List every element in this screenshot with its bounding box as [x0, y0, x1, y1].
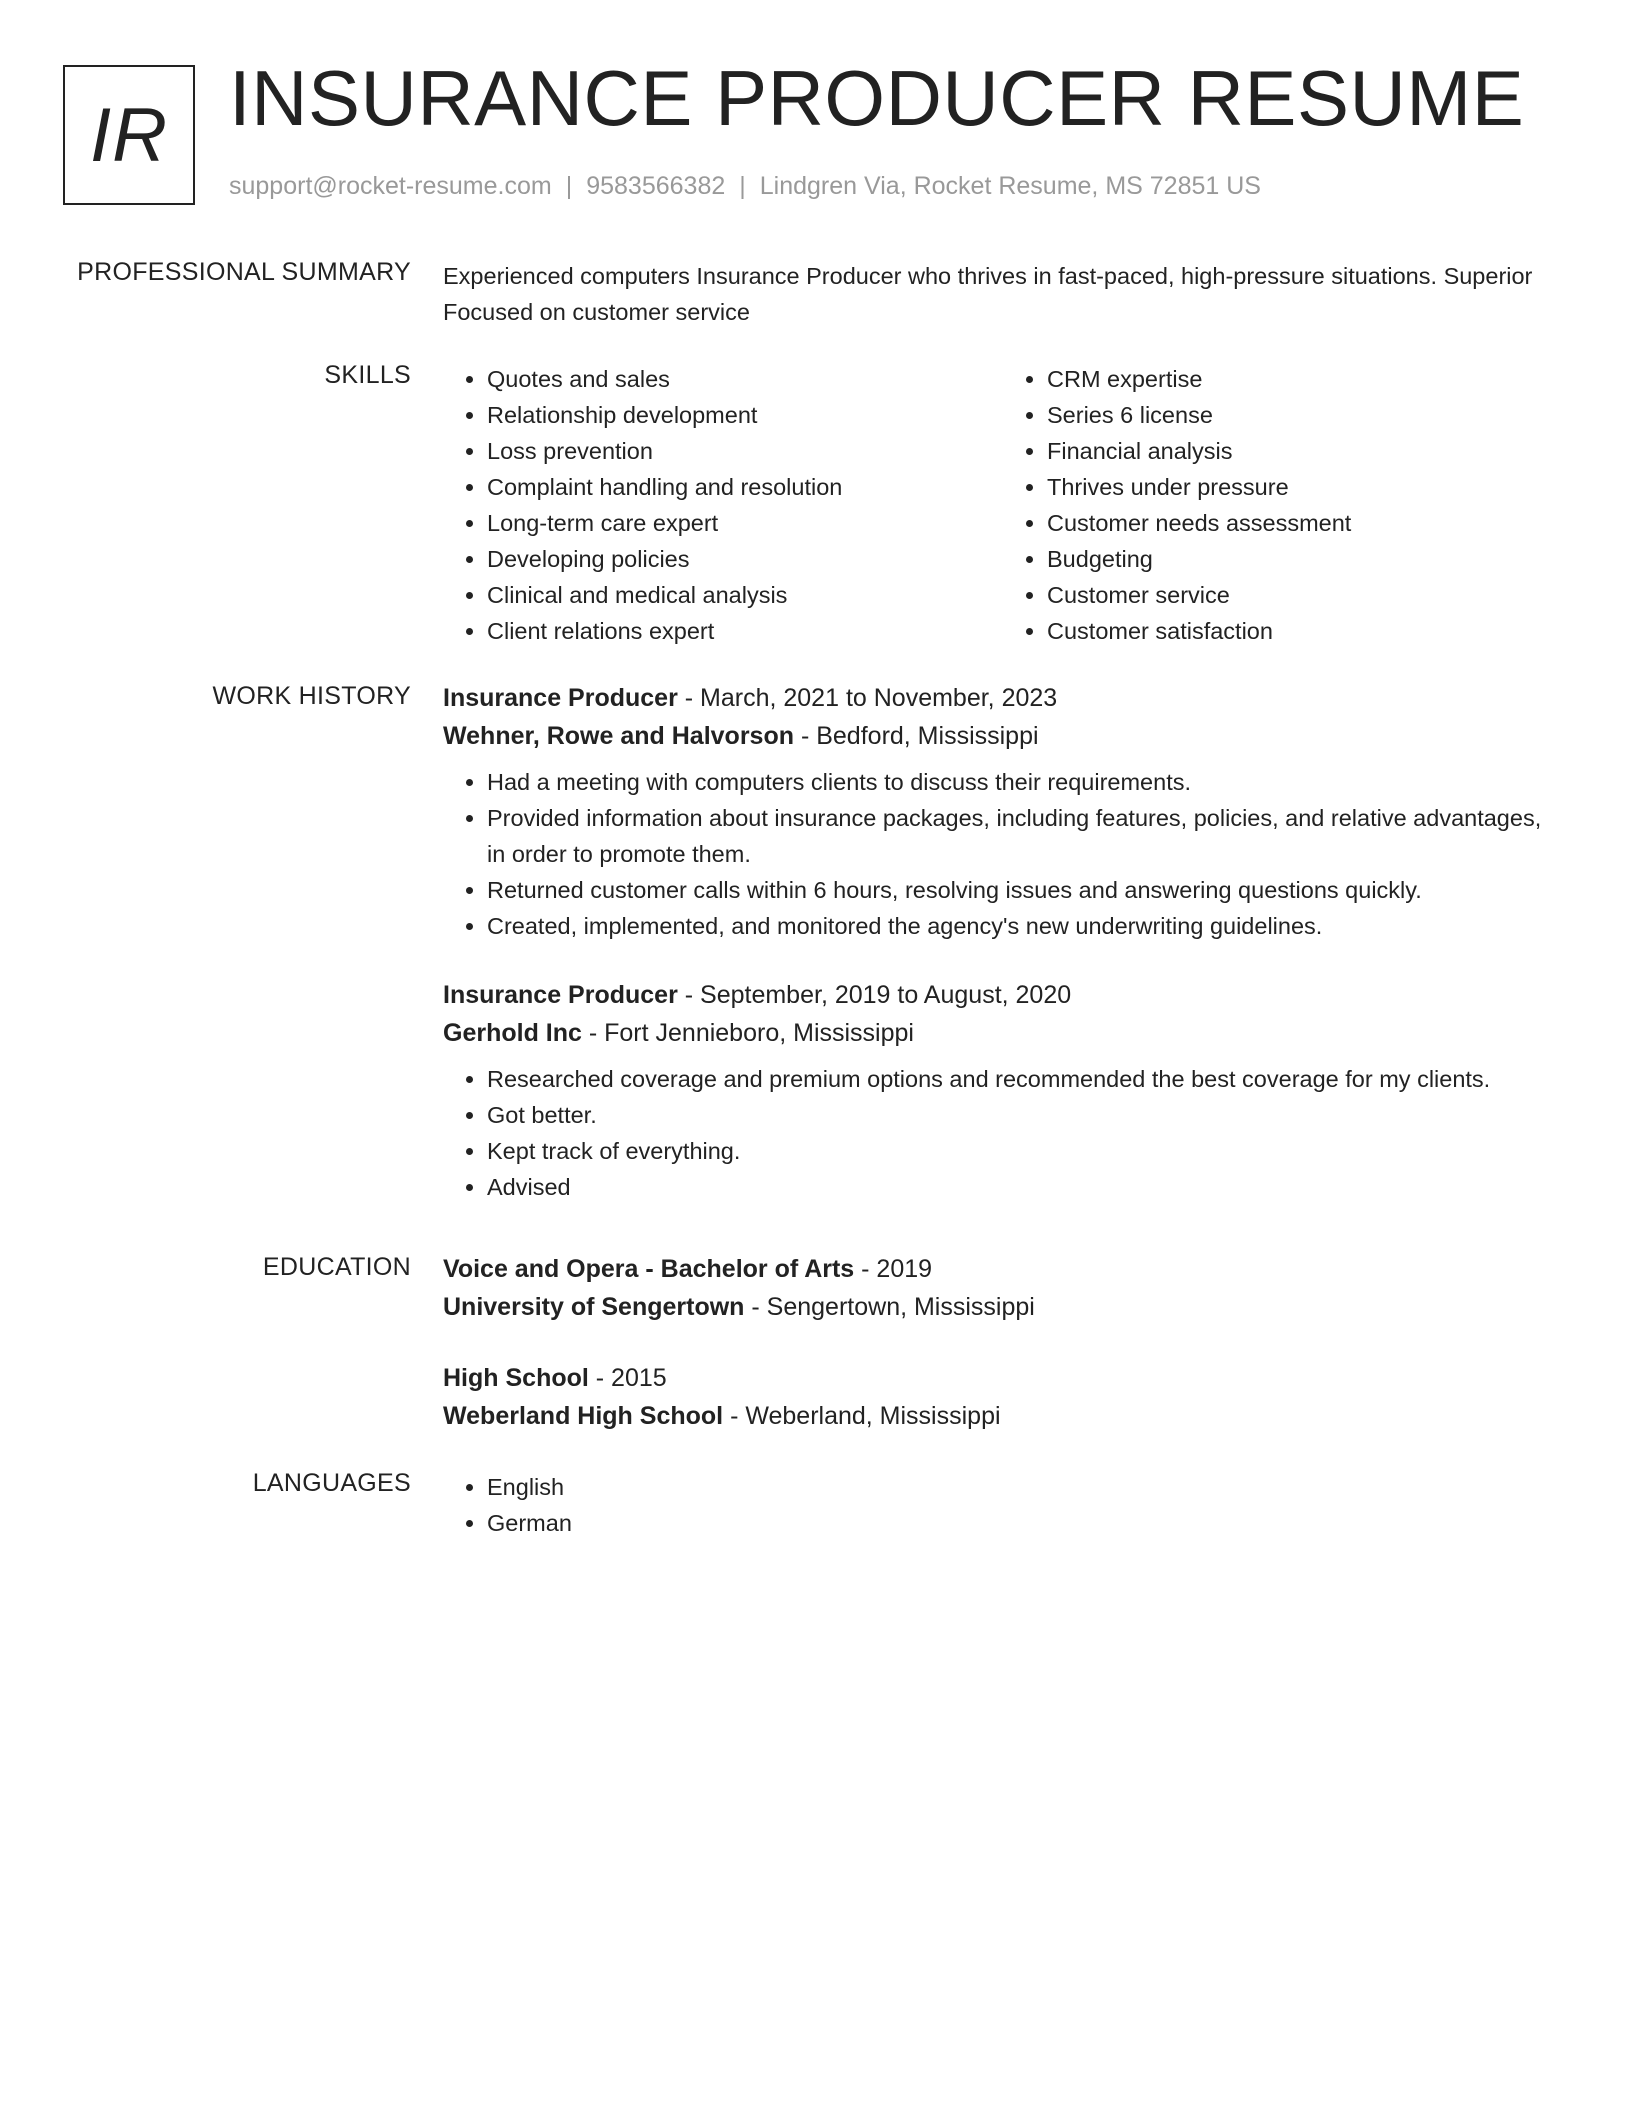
education-body	[443, 1250, 1563, 1435]
contact-separator: |	[565, 172, 573, 200]
job-company: Wehner, Rowe and Halvorson	[443, 722, 795, 750]
job-title: Insurance Producer	[443, 684, 678, 712]
work-history-label: WORK HISTORY	[212, 682, 411, 710]
job-bullet: • Advised	[487, 1169, 1563, 1205]
summary-label: PROFESSIONAL SUMMARY	[77, 258, 411, 286]
skill-item: • Long-term care expert	[487, 505, 1003, 541]
skill-item: • Clinical and medical analysis	[487, 577, 1003, 613]
education-location: - Weberland, Mississippi	[723, 1402, 1001, 1430]
page-title: INSURANCE PRODUCER RESUME	[229, 54, 1525, 142]
job-bullets	[443, 1061, 1563, 1205]
job-bullet: • Had a meeting with computers clients to discuss their requirements.	[487, 764, 1563, 800]
skills-list-right	[1003, 361, 1563, 649]
job-title-line	[443, 976, 1563, 1014]
skills-list-left	[443, 361, 1003, 649]
education-school-line	[443, 1397, 1563, 1435]
skill-item: • Customer needs assessment	[1047, 505, 1563, 541]
job-entry	[443, 976, 1563, 1205]
education-school-line	[443, 1288, 1563, 1326]
education-school: Weberland High School	[443, 1402, 724, 1430]
spacer	[443, 944, 1563, 976]
education-degree-line	[443, 1250, 1563, 1288]
skill-item: • Series 6 license	[1047, 397, 1563, 433]
work-history-body	[443, 679, 1563, 1205]
skill-item: • Complaint handling and resolution	[487, 469, 1003, 505]
job-company: Gerhold Inc	[443, 1019, 582, 1047]
education-degree: High School	[443, 1364, 589, 1392]
skill-item: • Relationship development	[487, 397, 1003, 433]
skill-item: • Budgeting	[1047, 541, 1563, 577]
contact-email: support@rocket-resume.com	[229, 172, 552, 200]
contact-address: Lindgren Via, Rocket Resume, MS 72851 US	[759, 172, 1261, 200]
languages-list	[443, 1469, 1563, 1541]
skills-columns	[443, 361, 1563, 649]
job-location: - Bedford, Mississippi	[794, 722, 1039, 750]
job-bullet: • Provided information about insurance packages, including features, policies, and relative advantages, in order to promote them.	[487, 800, 1563, 872]
language-item: • German	[487, 1505, 1563, 1541]
job-company-line	[443, 717, 1563, 755]
skill-item: • Thrives under pressure	[1047, 469, 1563, 505]
job-company-line	[443, 1014, 1563, 1052]
job-bullet: • Created, implemented, and monitored the agency's new underwriting guidelines.	[487, 908, 1563, 944]
skill-item: • Developing policies	[487, 541, 1003, 577]
job-title: Insurance Producer	[443, 981, 678, 1009]
skill-item: • Customer satisfaction	[1047, 613, 1563, 649]
contact-line	[229, 172, 1261, 201]
job-bullets	[443, 764, 1563, 944]
education-year: - 2015	[588, 1364, 667, 1392]
skill-item: • Loss prevention	[487, 433, 1003, 469]
education-year: - 2019	[854, 1255, 933, 1283]
job-title-line	[443, 679, 1563, 717]
skill-item: • Customer service	[1047, 577, 1563, 613]
language-item: • English	[487, 1469, 1563, 1505]
job-dates: - September, 2019 to August, 2020	[677, 981, 1072, 1009]
job-bullet: • Returned customer calls within 6 hours, resolving issues and answering questions quickly.	[487, 872, 1563, 908]
education-location: - Sengertown, Mississippi	[744, 1293, 1035, 1321]
spacer	[443, 1326, 1563, 1359]
contact-phone: 9583566382	[586, 172, 726, 200]
education-degree-line	[443, 1359, 1563, 1397]
skills-label: SKILLS	[324, 361, 411, 389]
monogram-logo: IR	[63, 65, 195, 205]
contact-separator: |	[739, 172, 746, 200]
job-bullet: • Researched coverage and premium options and recommended the best coverage for my clients.	[487, 1061, 1563, 1097]
languages-body	[443, 1469, 1563, 1541]
job-entry	[443, 679, 1563, 944]
skill-item: • CRM expertise	[1047, 361, 1563, 397]
job-bullet: • Got better.	[487, 1097, 1563, 1133]
skill-item: • Financial analysis	[1047, 433, 1563, 469]
job-dates: - March, 2021 to November, 2023	[677, 684, 1058, 712]
summary-text: Experienced computers Insurance Producer who thrives in fast-paced, high-pressure situations. Superior Focused on customer service	[443, 263, 1533, 325]
education-label: EDUCATION	[262, 1253, 411, 1281]
skill-item: • Quotes and sales	[487, 361, 1003, 397]
job-location: - Fort Jennieboro, Mississippi	[581, 1019, 914, 1047]
education-school: University of Sengertown	[443, 1293, 745, 1321]
education-degree: Voice and Opera - Bachelor of Arts	[443, 1255, 855, 1283]
job-bullet: • Kept track of everything.	[487, 1133, 1563, 1169]
languages-label: LANGUAGES	[252, 1469, 411, 1497]
skill-item: • Client relations expert	[487, 613, 1003, 649]
